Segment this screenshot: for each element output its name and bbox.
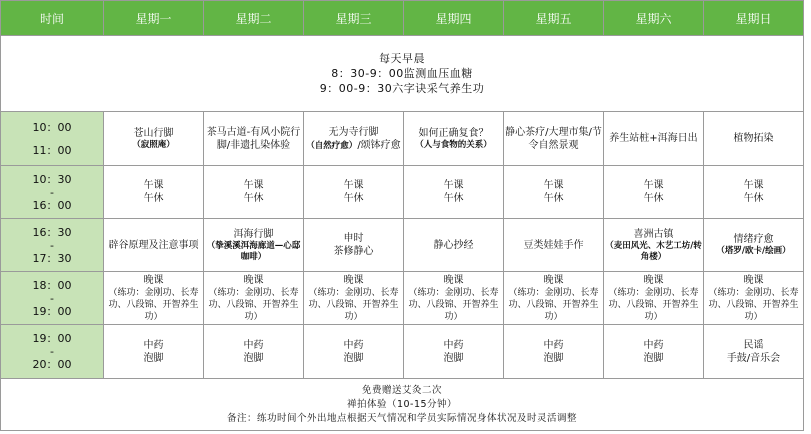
activity-cell <box>704 166 804 219</box>
time-start: 18：00 <box>32 278 72 292</box>
activity-main: 民谣 <box>743 339 764 351</box>
activity-cell <box>204 112 304 166</box>
activity-main: 植物拓染 <box>733 133 774 144</box>
activity-sub: （寂照庵） <box>132 139 175 150</box>
activity-main: 中药 <box>643 339 664 351</box>
header-sunday: 星期日 <box>704 1 804 36</box>
header-thursday: 星期四 <box>404 1 504 36</box>
activity-cell <box>604 112 704 166</box>
footer-line2: 禅拍体验（10-15分钟） <box>346 398 458 410</box>
activity-cell <box>204 219 304 272</box>
activity-sub: 泡脚 <box>643 352 664 364</box>
footer-note <box>1 379 804 431</box>
time-cell <box>1 325 104 379</box>
activity-sub: 午休 <box>543 193 564 204</box>
morning-row <box>1 36 804 112</box>
activity-cell <box>604 219 704 272</box>
time-dash: - <box>50 185 54 199</box>
activity-sub: 午休 <box>743 193 764 204</box>
activity-main: 情绪疗愈 <box>733 234 774 245</box>
activity-main: 午课 <box>243 180 264 191</box>
activity-main: 午课 <box>543 180 564 191</box>
time-end: 16：00 <box>32 198 72 212</box>
activity-sub: 泡脚 <box>243 352 264 364</box>
activity-cell <box>204 325 304 379</box>
activity-cell <box>404 112 504 166</box>
activity-cell <box>304 219 404 272</box>
activity-main: 茶马古道-有风小院行脚/非遗扎染体验 <box>206 126 301 151</box>
morning-line2: 8：30-9：00监测血压血糖 <box>331 67 473 80</box>
activity-main: 洱海行脚 <box>233 228 274 240</box>
activity-main: 晚课 <box>143 274 164 286</box>
time-start: 16：30 <box>32 225 72 239</box>
activity-sub: （练功：金刚功、长寿功、八段锦、开智养生功） <box>208 287 299 322</box>
activity-cell <box>404 219 504 272</box>
activity-cell <box>104 112 204 166</box>
activity-main: 中药 <box>143 339 164 351</box>
activity-sub: （塔罗/欧卡/绘画） <box>716 246 791 256</box>
time-end: 19：00 <box>32 304 72 318</box>
header-wednesday: 星期三 <box>304 1 404 36</box>
time-start: 19：00 <box>32 332 72 345</box>
activity-main: 晚课 <box>443 274 464 286</box>
activity-main: 晚课 <box>643 274 664 286</box>
activity-main: 无为寺行脚 <box>328 126 379 138</box>
activity-sub: 泡脚 <box>443 352 464 364</box>
activity-main: 中药 <box>243 339 264 351</box>
time-dash: - <box>50 291 54 305</box>
header-row <box>1 1 804 36</box>
time-cell <box>1 112 104 166</box>
time-cell <box>1 219 104 272</box>
time-cell <box>1 272 104 325</box>
time-end: 17：30 <box>32 251 72 265</box>
footer-line1: 免费赠送艾灸二次 <box>361 384 442 396</box>
activity-main: 午课 <box>343 180 364 191</box>
activity-sub: （练功：金刚功、长寿功、八段锦、开智养生功） <box>508 287 599 322</box>
table-row <box>1 166 804 219</box>
activity-sub: 午休 <box>143 193 164 204</box>
activity-sub: 茶修静心 <box>333 246 374 257</box>
activity-cell <box>104 272 204 325</box>
activity-main: 中药 <box>343 339 364 351</box>
activity-main: 豆类娃娃手作 <box>523 239 584 251</box>
activity-main: 中药 <box>443 339 464 351</box>
activity-cell <box>504 166 604 219</box>
activity-cell <box>404 325 504 379</box>
activity-sub: （挚溪溪洱海廊道—心邸咖啡） <box>206 240 301 262</box>
activity-main: 晚课 <box>743 274 764 286</box>
activity-cell <box>604 272 704 325</box>
activity-main: 午课 <box>643 180 664 191</box>
activity-sub: 泡脚 <box>143 352 164 364</box>
activity-tail: /颂钵疗愈 <box>357 139 401 151</box>
activity-main: 午课 <box>443 180 464 191</box>
activity-sub: （自然疗愈） <box>306 140 358 151</box>
table-row <box>1 219 804 272</box>
time-dash: - <box>50 238 54 252</box>
activity-main: 静心抄经 <box>433 239 474 251</box>
morning-line1: 每天早晨 <box>379 52 425 65</box>
table-row <box>1 112 804 166</box>
activity-cell <box>604 166 704 219</box>
activity-main: 晚课 <box>343 274 364 286</box>
activity-sub: （练功：金刚功、长寿功、八段锦、开智养生功） <box>308 287 399 322</box>
table-row <box>1 272 804 325</box>
activity-sub: （练功：金刚功、长寿功、八段锦、开智养生功） <box>608 287 699 322</box>
activity-main: 晚课 <box>543 274 564 286</box>
activity-cell <box>204 272 304 325</box>
activity-cell <box>304 166 404 219</box>
activity-main: 晚课 <box>243 274 264 286</box>
activity-cell <box>104 325 204 379</box>
activity-cell <box>104 166 204 219</box>
activity-cell <box>704 325 804 379</box>
activity-cell <box>704 112 804 166</box>
activity-sub: （麦田风光、木艺工坊/转角楼） <box>605 240 702 262</box>
activity-cell <box>104 219 204 272</box>
header-friday: 星期五 <box>504 1 604 36</box>
activity-sub: 午休 <box>343 193 364 204</box>
time-dash: - <box>50 345 54 358</box>
header-monday: 星期一 <box>104 1 204 36</box>
activity-cell <box>704 272 804 325</box>
activity-main: 午课 <box>143 180 164 191</box>
time-end: 20：00 <box>32 358 72 371</box>
morning-banner <box>1 36 804 112</box>
activity-sub: 泡脚 <box>343 352 364 364</box>
footer-line3: 备注：练功时间个外出地点根据天气情况和学员实际情况身体状况及时灵活调整 <box>226 412 577 424</box>
time-cell <box>1 166 104 219</box>
activity-cell <box>704 219 804 272</box>
activity-cell <box>604 325 704 379</box>
activity-main: 午课 <box>743 180 764 191</box>
activity-main: 苍山行脚 <box>133 127 174 139</box>
activity-main: 如何正确复食？ <box>418 127 489 139</box>
header-saturday: 星期六 <box>604 1 704 36</box>
time-start: 10：00 <box>32 120 72 134</box>
header-time: 时间 <box>1 1 104 36</box>
activity-cell <box>404 166 504 219</box>
time-start: 10：30 <box>32 172 72 186</box>
morning-line3: 9：00-9：30六字诀采气养生功 <box>319 82 485 95</box>
activity-sub: 午休 <box>443 193 464 204</box>
activity-cell <box>504 219 604 272</box>
activity-sub: （练功：金刚功、长寿功、八段锦、开智养生功） <box>708 287 799 322</box>
time-end: 11：00 <box>32 143 72 157</box>
activity-sub: 泡脚 <box>543 352 564 364</box>
activity-sub: 午休 <box>243 193 264 204</box>
activity-cell <box>304 112 404 166</box>
activity-cell <box>504 272 604 325</box>
activity-sub: （练功：金刚功、长寿功、八段锦、开智养生功） <box>108 287 199 322</box>
activity-main: 申时 <box>343 233 364 244</box>
activity-cell <box>304 272 404 325</box>
activity-main: 喜洲古镇 <box>633 228 674 240</box>
activity-main: 养生站桩+洱海日出 <box>609 133 698 144</box>
activity-cell <box>504 325 604 379</box>
activity-sub: （人与食物的关系） <box>415 139 492 150</box>
activity-cell <box>404 272 504 325</box>
table-row <box>1 325 804 379</box>
activity-sub: （练功：金刚功、长寿功、八段锦、开智养生功） <box>408 287 499 322</box>
activity-sub: 手鼓/音乐会 <box>726 352 781 364</box>
footer-row <box>1 379 804 431</box>
activity-main: 辟谷原理及注意事项 <box>108 239 199 251</box>
activity-cell <box>504 112 604 166</box>
activity-cell <box>304 325 404 379</box>
activity-cell <box>204 166 304 219</box>
activity-main: 中药 <box>543 339 564 351</box>
activity-sub: 午休 <box>643 193 664 204</box>
activity-main: 静心茶疗/大理市集/节令自然景观 <box>505 126 602 151</box>
header-tuesday: 星期二 <box>204 1 304 36</box>
